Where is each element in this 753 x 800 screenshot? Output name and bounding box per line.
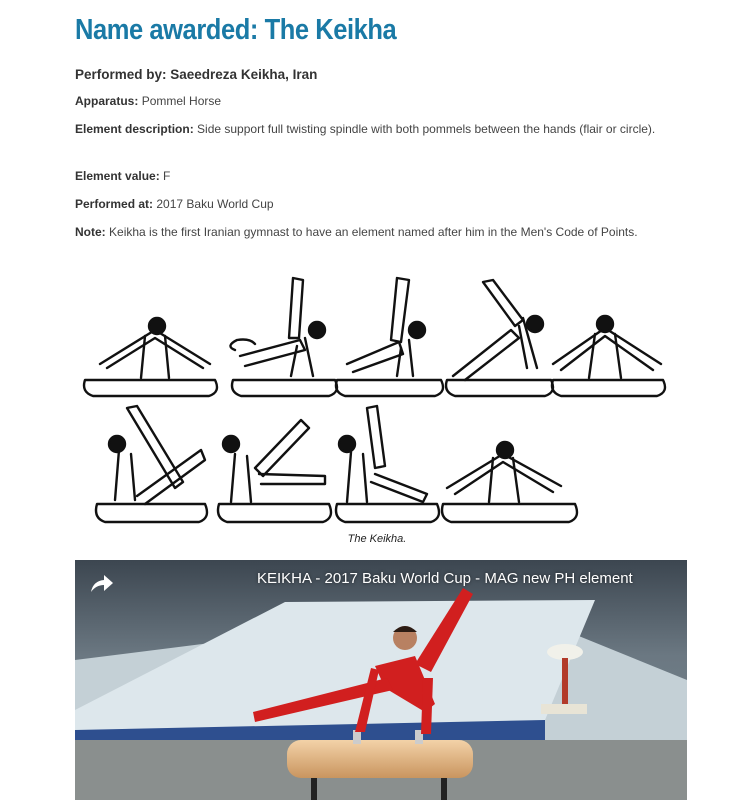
performed-at-value: 2017 Baku World Cup [156, 197, 274, 211]
element-value-value: F [163, 169, 171, 183]
gymnast-figure-5 [553, 316, 661, 378]
pommel-horse-4 [446, 380, 553, 396]
description-value: Side support full twisting spindle with both pommels between the hands (flair or circle). [197, 122, 656, 136]
gymnast-figure-4 [453, 280, 543, 380]
pommel-horse-9 [442, 504, 577, 522]
gymnast-figure-6 [109, 406, 205, 504]
gymnast-figure-1 [100, 318, 210, 378]
description-field [75, 120, 679, 139]
pommel-horse-2 [232, 380, 337, 396]
video-player[interactable] [75, 560, 687, 800]
pommel-horse-8 [336, 504, 439, 522]
description-label: Element description: [75, 122, 194, 136]
gymnast-figure-2 [230, 278, 325, 376]
pommel-horse-7 [218, 504, 331, 522]
gymnast-figure-7 [223, 420, 325, 502]
element-value-field [75, 167, 679, 186]
keikha-element-diagram [75, 268, 679, 536]
apparatus-value: Pommel Horse [141, 94, 222, 108]
gymnast-figure-8 [339, 406, 427, 502]
apparatus-label: Apparatus: [75, 94, 139, 108]
note-value: Keikha is the first Iranian gymnast to have an element named after him in the Men's Code of Points. [109, 225, 638, 239]
note-field [75, 223, 679, 242]
video-thumbnail [75, 560, 687, 800]
diagram-caption: The Keikha. [347, 533, 407, 545]
page-title: Name awarded: The Keikha [75, 14, 397, 46]
pommel-horse-5 [552, 380, 665, 396]
pommel-horse-1 [84, 380, 217, 396]
pommel-horse-6 [96, 504, 207, 522]
gymnast-figure-3 [347, 278, 425, 376]
performed-at-field [75, 195, 679, 214]
element-value-label: Element value: [75, 169, 160, 183]
gymnast-figure-9 [447, 442, 561, 502]
share-arrow-icon[interactable] [89, 572, 115, 594]
video-title[interactable]: KEIKHA - 2017 Baku World Cup - MAG new PH element [257, 570, 633, 587]
pommel-horse-3 [336, 380, 443, 396]
apparatus-field [75, 92, 679, 111]
performed-at-label: Performed at: [75, 197, 154, 211]
note-label: Note: [75, 225, 106, 239]
performed-by: Performed by: Saeedreza Keikha, Iran [75, 67, 318, 82]
